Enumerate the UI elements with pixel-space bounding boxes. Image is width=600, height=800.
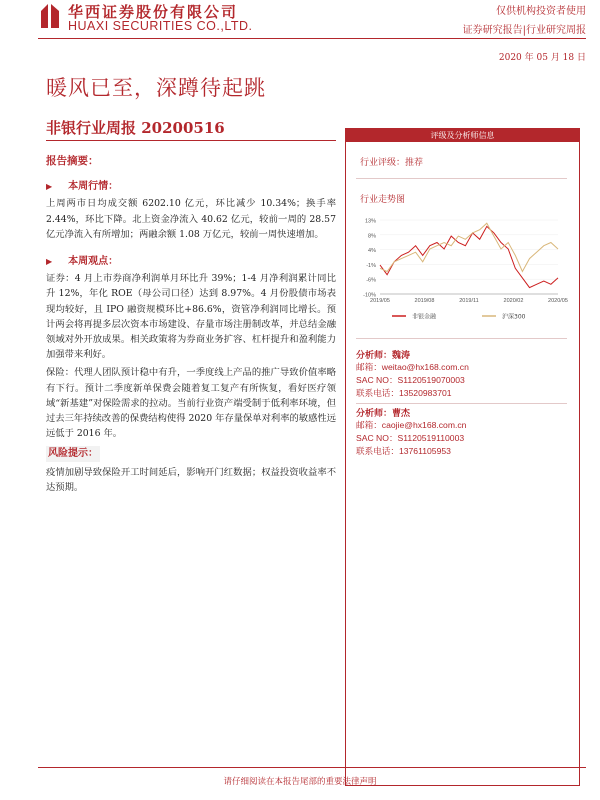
report-subtitle: 非银行业周报 20200516 bbox=[46, 119, 225, 137]
industry-trend-chart bbox=[352, 212, 568, 330]
y-tick-label: -6% bbox=[366, 277, 376, 284]
rating-divider bbox=[356, 178, 567, 179]
analyst-1-email[interactable]: 邮箱：weitao@hx168.com.cn bbox=[356, 362, 469, 372]
x-tick-label: 2019/05 bbox=[370, 298, 390, 304]
risk-heading: 风险提示： bbox=[46, 446, 100, 461]
header-divider bbox=[38, 38, 586, 39]
view-text-securities: 证券：4 月上市券商净利润单月环比升 39%；1-4 月净利润累计同比升 12%，年化 ROE（母公司口径）达到 8.97%。4 月份股债市场表现均较好，且 IPO 融资规模环比+86.6%，资管净利润同比增长。预计两会将再提多层次资本市场建设、存量市场注册制改革，并总结金融领域对外开放成果。相关政策将为券商业务扩容、杠杆提升和盈利能力加强带来利好。 bbox=[46, 273, 336, 361]
market-heading bbox=[46, 179, 336, 194]
market-text: 上周两市日均成交额 6202.10 亿元，环比减少 10.34%；换手率 2.44%，环比下降。北上资金净流入 40.62 亿元，较前一周的 28.57 亿元净流入有所增加；两融余额 1.08 万亿元，较前一周快速增加。 bbox=[46, 198, 336, 240]
market-heading-text: 本周行情： bbox=[68, 181, 119, 193]
analyst-1-name: 分析师：魏涛 bbox=[356, 351, 411, 361]
analyst-2-email[interactable]: 邮箱：caojie@hx168.com.cn bbox=[356, 420, 467, 430]
x-tick-label: 2020/02 bbox=[503, 298, 524, 304]
x-tick-label: 2019/08 bbox=[414, 298, 435, 304]
subtitle-divider bbox=[46, 140, 336, 141]
triangle-bullet-icon: ▶ bbox=[46, 181, 53, 192]
footer-divider bbox=[38, 767, 586, 768]
risk-text: 疫情加剧导致保险开工时间延后，影响开门红数据；权益投资收益率不达预期。 bbox=[46, 466, 336, 493]
x-tick-label: 2020/05 bbox=[548, 298, 568, 304]
legal-notice: 请仔细阅读在本报告尾部的重要法律声明 bbox=[223, 777, 377, 787]
view-text-insurance: 保险：代理人团队预计稳中有升，一季度线上产品的推广导致价值率略有下行。预计二季度新单保费会随着复工复产有所恢复，看好医疗领域“新基建”对保险需求的拉动。当前行业资产端受制于低利率环境，但过去三年持续改善的保费结构使得 2020 年存量保单对利率的敏感性远远低于 2016 年。 bbox=[46, 367, 336, 440]
chart-title: 行业走势图 bbox=[360, 195, 406, 205]
view-heading-text: 本周观点： bbox=[68, 256, 119, 268]
report-type: 证券研究报告|行业研究周报 bbox=[462, 25, 586, 36]
analyst-divider bbox=[356, 403, 567, 404]
industry-rating: 行业评级：推荐 bbox=[360, 158, 424, 168]
company-name-en: HUAXI SECURITIES CO.,LTD. bbox=[68, 19, 253, 33]
audience-note: 仅供机构投资者使用 bbox=[496, 6, 586, 17]
x-tick-label: 2019/11 bbox=[459, 298, 479, 304]
y-tick-label: -10% bbox=[363, 292, 376, 299]
chart-divider bbox=[356, 338, 567, 339]
y-tick-label: -1% bbox=[366, 262, 376, 269]
y-tick-label: 4% bbox=[368, 248, 376, 255]
analyst-info-header: 评级及分析师信息 bbox=[346, 129, 579, 142]
huaxi-logo-icon bbox=[38, 1, 62, 29]
analyst-2-phone: 联系电话：13761105953 bbox=[356, 446, 451, 456]
summary-heading: 报告摘要： bbox=[46, 155, 99, 167]
analyst-1-phone: 联系电话：13520983701 bbox=[356, 388, 452, 398]
analyst-2-sac: SAC NO：S1120519110003 bbox=[356, 433, 465, 443]
view-heading bbox=[46, 254, 336, 269]
analyst-1-sac: SAC NO：S1120519070003 bbox=[356, 375, 465, 385]
y-tick-label: 8% bbox=[368, 233, 376, 240]
company-name-cn: 华西证券股份有限公司 bbox=[68, 3, 239, 21]
summary-column bbox=[46, 150, 336, 498]
report-date: 2020 年 05 月 18 日 bbox=[498, 53, 586, 63]
legend-label: 沪深300 bbox=[502, 313, 526, 321]
report-title: 暖风已至，深蹲待起跳 bbox=[46, 76, 266, 100]
analyst-2-name: 分析师：曹杰 bbox=[356, 409, 411, 419]
y-tick-label: 13% bbox=[364, 218, 376, 225]
triangle-bullet-icon: ▶ bbox=[46, 256, 53, 267]
legend-label: 非银金融 bbox=[412, 313, 437, 321]
